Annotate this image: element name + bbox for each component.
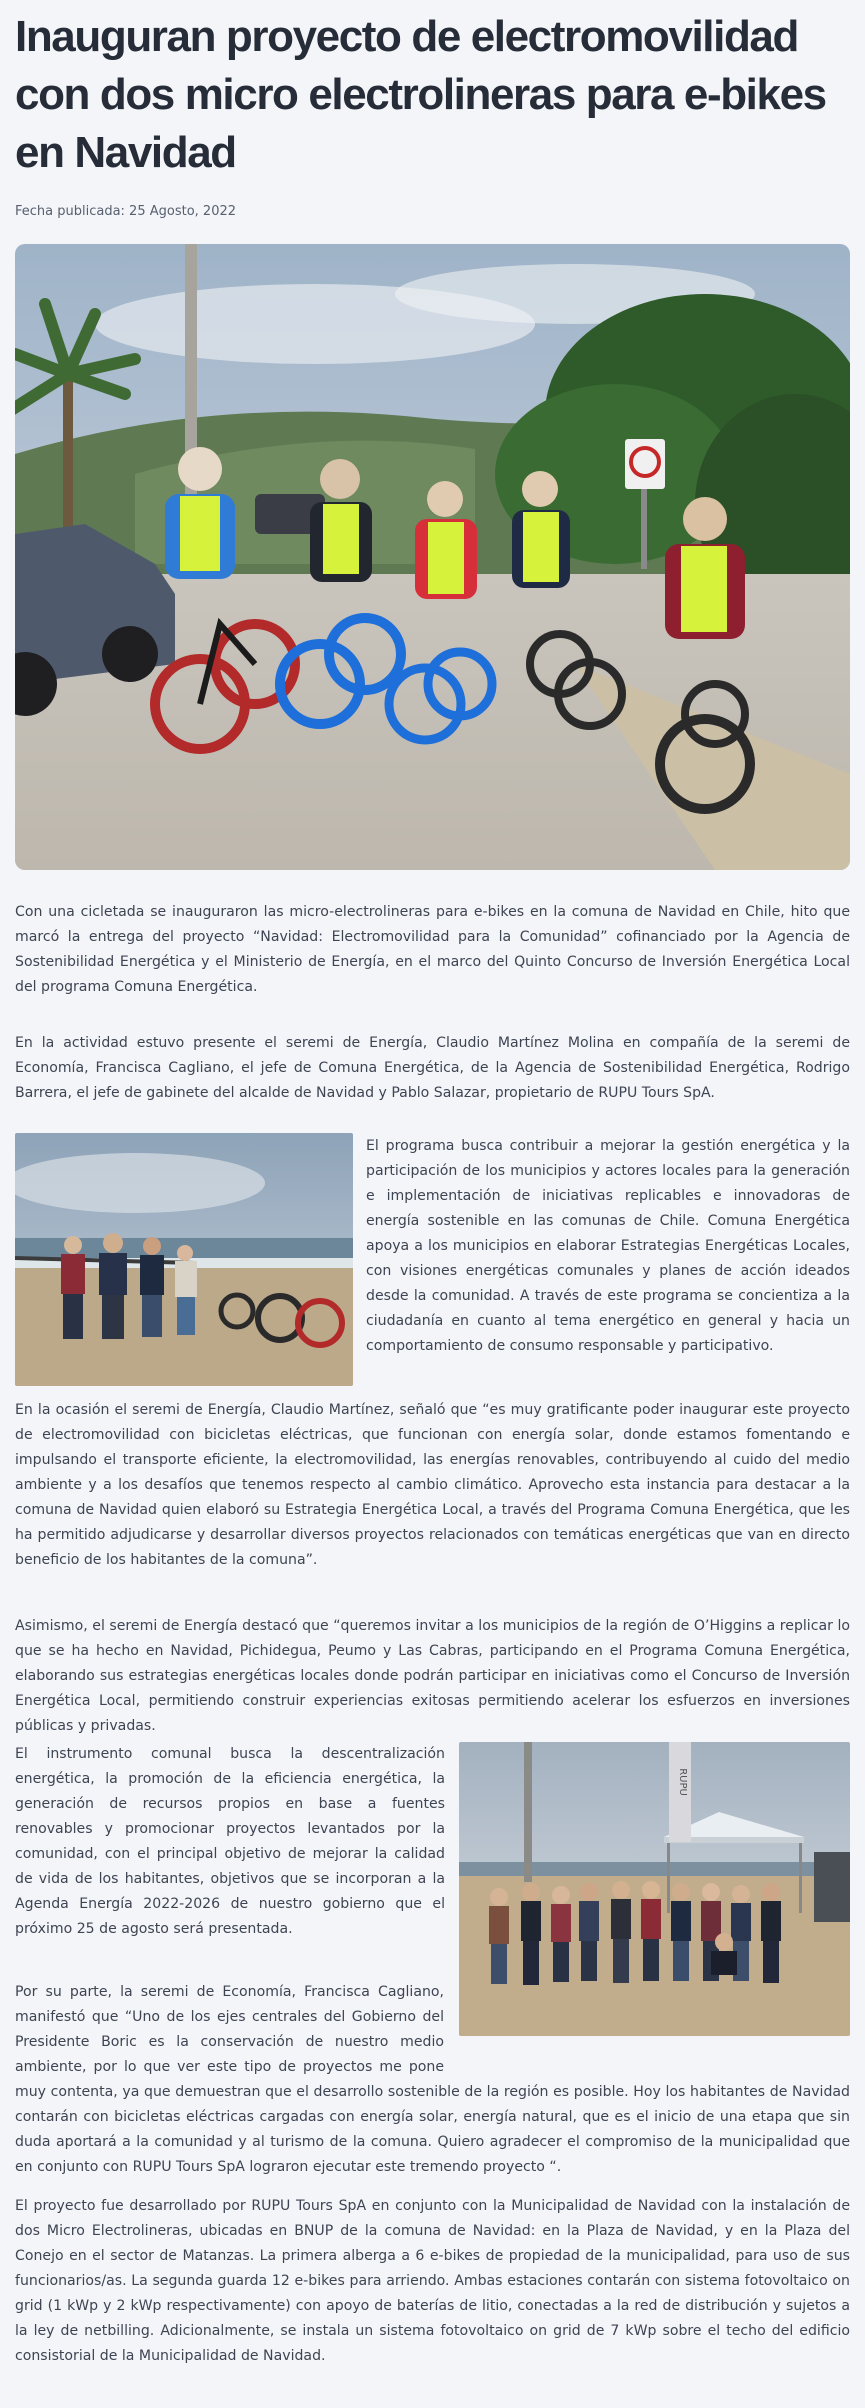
article-title: Inauguran proyecto de electromovilidad con dos micro electrolineras para e-bikes en Navidad <box>15 12 826 177</box>
hero-photo <box>15 244 850 870</box>
article-paragraph-wrapped <box>15 1980 850 2180</box>
rupu-sign-text: RUPU <box>677 1768 688 1796</box>
article-paragraph: El proyecto fue desarrollado por RUPU Tours SpA en conjunto con la Municipalidad de Navidad con la instalación de dos Micro Electrolineras, ubicadas en BNUP de la comuna de Navidad: en la Plaza de Navidad, y en la Plaza del Conejo en el sector de Matanzas. La primera alberga a 6 e-bikes de propiedad de la municipalidad, para uso de sus funcionarios/as. La segunda guarda 12 e-bikes para arriendo. Ambas estaciones contarán con sistema fotovoltaico on grid (1 kWp y 2 kWp respectivamente) con apoyo de baterías de litio, conectadas a la red de distribución y sujetos a la ley de netbilling. Adicionalmente, se instala un sistema fotovoltaico on grid de 7 kWp sobre el techo del edificio consistorial de la Municipalidad de Navidad. <box>15 2198 850 2364</box>
article-paragraph: El instrumento comunal busca la descentralización energética, la promoción de la eficiencia energética, la generación de recursos propios en base a fuentes renovables y promocionar proyectos levantados por la comunidad, con el principal objetivo de mejorar la calidad de vida de los habitantes, objetivos que se incorporan a la Agenda Energía 2022-2026 de nuestro gobierno que el próximo 25 de agosto será presentada. <box>15 1746 445 1937</box>
group-person <box>489 1888 509 1984</box>
publication-date: Fecha publicada: 25 Agosto, 2022 <box>15 204 237 219</box>
article-paragraph: En la actividad estuvo presente el seremi de Energía, Claudio Martínez Molina en compañía de la seremi de Economía, Francisca Cagliano, el jefe de Comuna Energética, de la Agencia de Sostenibilidad Energética, Rodrigo Barrera, el jefe de gabinete del alcalde de Navidad y Pablo Salazar, propietario de RUPU Tours SpA. <box>15 1035 850 1101</box>
article-paragraph: Asimismo, el seremi de Energía destacó que “queremos invitar a los municipios de la región de O’Higgins a replicar lo que se ha hecho en Navidad, Pichidegua, Peumo y Las Cabras, participando en el Programa Comuna Energética, elaborando sus estrategias energéticas locales donde podrán participar en iniciativas como el Concurso de Inversión Energética Local, permitiendo construir experiencias exitosas permitiendo acelerar los esfuerzos en inversiones públicas y privadas. <box>15 1618 850 1734</box>
hero-photo-drawing <box>15 244 850 870</box>
article-paragraph-text: Por su parte, la seremi de Economía, Francisca Cagliano, manifestó que “Uno de los ejes centrales del Gobierno del Presidente Boric es la conservación de nuestro medio ambiente, por lo que ver este tipo de proyectos me pone muy contenta, ya que demuestran que el desarrollo sostenible de la región es posible. Hoy los habitantes de Navidad contarán con bicicletas eléctricas cargadas con energía solar, energía natural, que es el inicio de una etapa que sin duda aportará a la comunidad y al turismo de la comuna. Quiero agradecer el compromiso de la municipalidad que en conjunto con RUPU Tours SpA lograron ejecutar este tremendo proyecto “. <box>15 1984 850 2175</box>
beach-photo-drawing <box>15 1133 353 1386</box>
beach-photo <box>15 1133 353 1386</box>
article-paragraph: Con una cicletada se inauguraron las micro-electrolineras para e-bikes en la comuna de Navidad en Chile, hito que marcó la entrega del proyecto “Navidad: Electromovilidad para la Comunidad” cofinanciado por la Agencia de Sostenibilidad Energética y el Ministerio de Energía, en el marco del Quinto Concurso de Inversión Energética Local del programa Comuna Energética. <box>15 904 850 995</box>
article-paragraph: En la ocasión el seremi de Energía, Claudio Martínez, señaló que “es muy gratificante poder inaugurar este proyecto de electromovilidad con bicicletas eléctricas, que funcionan con energía solar, donde estamos fomentando e impulsando el transporte eficiente, la electromovilidad, las energías renovables, contribuyendo al cuido del medio ambiente y a los desafíos que tenemos respecto al cambio climático. Aprovecho esta instancia para destacar a la comuna de Navidad quien elaboró su Estrategia Energética Local, a través del Programa Comuna Energética, que les ha permitido adjudicarse y desarrollar diversos proyectos relacionados con temáticas energéticas que van en directo beneficio de los habitantes de la comuna”. <box>15 1402 850 1568</box>
image-wrap-spacer <box>444 1980 850 2060</box>
group-person <box>551 1886 571 1982</box>
article-paragraph: El programa busca contribuir a mejorar la gestión energética y la participación de los municipios y actores locales para la generación e implementación de iniciativas replicables e innovadoras de energía sostenible en las comunas de Chile. Comuna Energética apoya a los municipios en elaborar Estrategias Energéticas Locales, con visiones energéticas comunales y planes de acción ideados desde la comunidad. A través de este programa se concientiza a la ciudadanía en cuanto al tema energético en general y hacia un comportamiento de consumo responsable y participativo. <box>366 1138 850 1354</box>
